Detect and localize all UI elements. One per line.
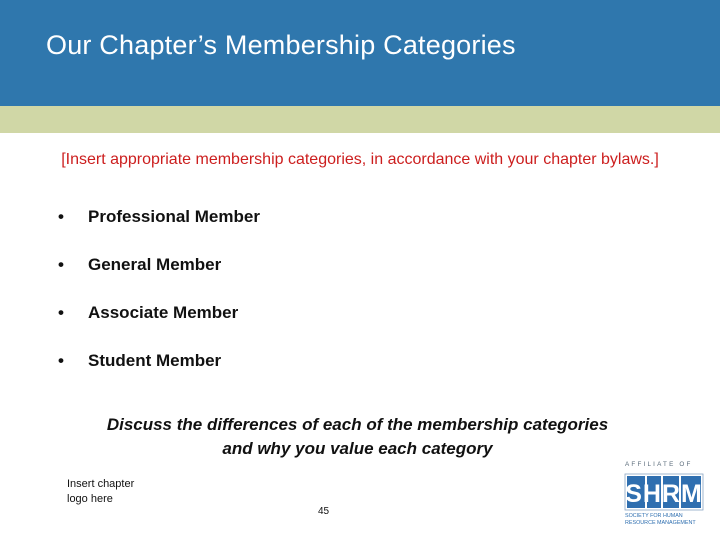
discussion-line-2: and why you value each category [222,439,493,458]
list-item [58,303,260,351]
bullet-icon: • [58,255,64,274]
list-item-label: Student Member [88,351,222,370]
title-bar [0,0,720,106]
affiliate-text: AFFILIATE OF [625,461,693,468]
bullet-icon: • [58,351,64,370]
list-item-label: Associate Member [88,303,239,322]
accent-strip [0,106,720,133]
shrm-logo [621,457,711,527]
bullet-icon: • [58,207,64,226]
discussion-line-1: Discuss the differences of each of the membership categories [106,415,609,434]
instruction-text: [Insert appropriate membership categories, in accordance with your chapter bylaws.] [61,151,659,168]
page-number: 45 [318,506,330,517]
list-item-label: Professional Member [88,207,260,226]
bullet-icon: • [58,303,64,322]
list-item-label: General Member [88,255,222,274]
list-item [58,255,260,303]
slide-title: Our Chapter’s Membership Categories [46,30,516,60]
logo-tagline-1: SOCIETY FOR HUMAN [625,513,683,519]
list-item [58,351,260,399]
logo-note-line-2: logo here [67,493,113,505]
logo-letters: SHRM [625,480,703,508]
logo-placeholder-note [67,477,134,507]
logo-tagline-2: RESOURCE MANAGEMENT [625,520,696,526]
discussion-prompt [0,413,715,461]
list-item [58,207,260,255]
logo-note-line-1: Insert chapter [67,478,135,490]
membership-list [58,207,260,399]
